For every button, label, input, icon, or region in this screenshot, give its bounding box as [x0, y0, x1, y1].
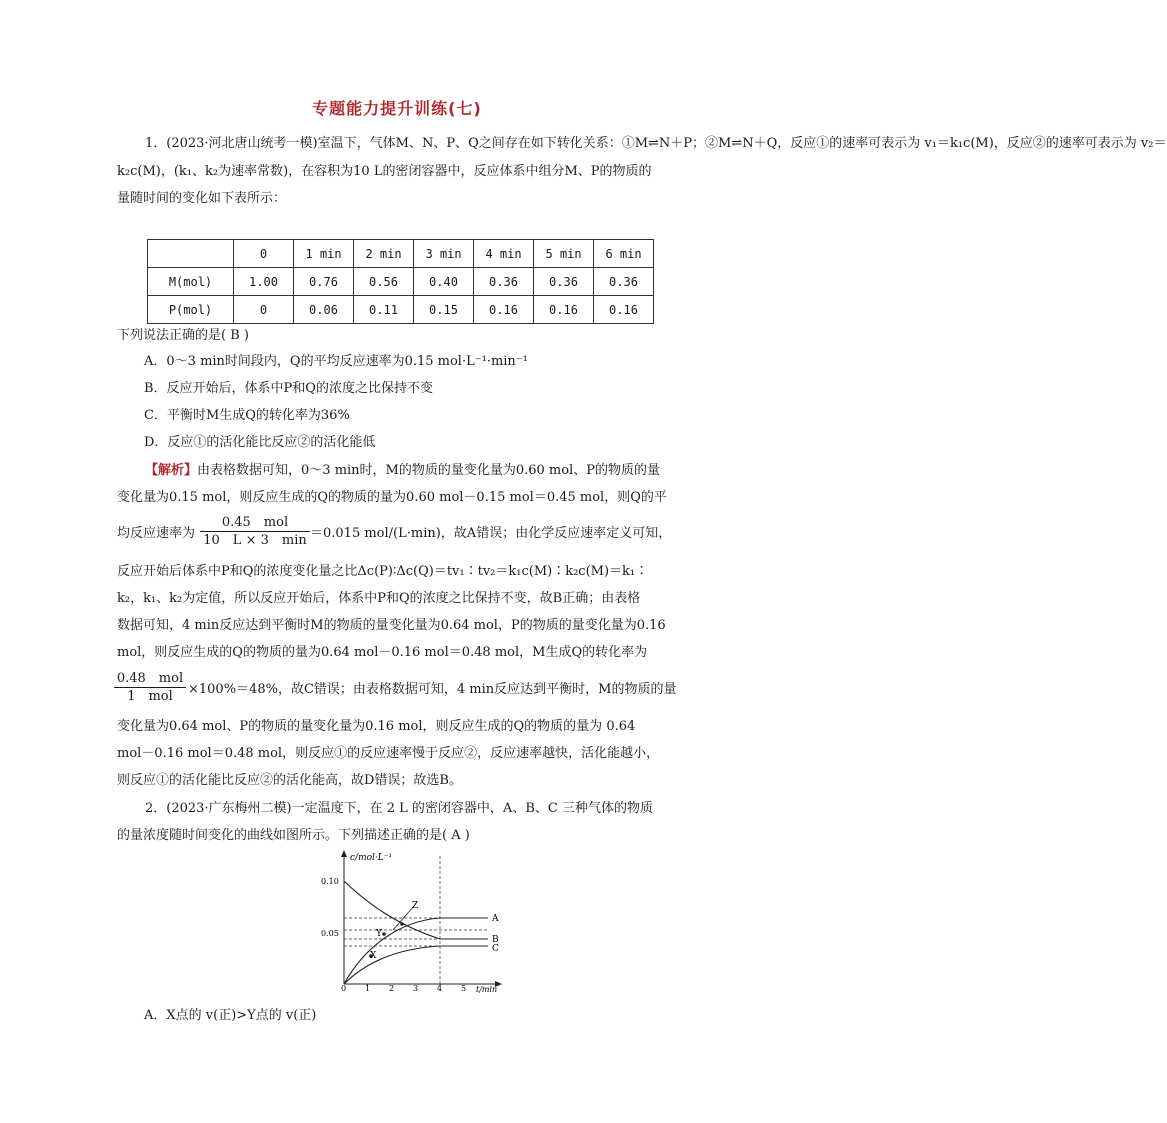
y-tick-label: 0.05 [321, 929, 339, 938]
analysis-line-3a: 均反应速率为 [117, 526, 196, 541]
table-cell: 0.16 [534, 296, 594, 324]
analysis-line-6: 数据可知，4 min反应达到平衡时M的物质的量变化量为0.64 mol，P的物质的量变化量为0.16 [117, 618, 666, 633]
table-cell: 0.40 [414, 268, 474, 296]
x-tick-label: 4 [437, 984, 443, 993]
fraction-denominator: 1 mol [127, 689, 173, 704]
table-cell: 3 min [414, 240, 474, 268]
table-cell: 5 min [534, 240, 594, 268]
table-cell: 1.00 [234, 268, 294, 296]
q1-line-1: 1．(2023·河北唐山统考一模)室温下，气体M、N、P、Q之间存在如下转化关系：①M⇌N＋P；②M⇌N＋Q，反应①的速率可表示为 v₁＝k₁c(M)，反应②的速率可表示为 v₂＝ [145, 136, 1167, 151]
q1-option-c: C．平衡时M生成Q的转化率为36% [144, 408, 350, 423]
analysis-line-3b: ＝0.015 mol/(L·min)，故A错误；由化学反应速率定义可知， [310, 526, 672, 541]
point-crossing [400, 922, 404, 926]
y-axis-label: c/mol·L⁻¹ [350, 853, 393, 863]
table-cell: 0.16 [474, 296, 534, 324]
x-tick-label: 2 [389, 984, 395, 993]
curve-label-b: B [492, 935, 499, 945]
table-header-row [148, 240, 654, 268]
analysis-line-8: ×100%＝48%，故C错误；由表格数据可知，4 min反应达到平衡时，M的物质的量 [188, 682, 677, 697]
table-cell: M(mol) [148, 268, 234, 296]
table-cell [148, 240, 234, 268]
x-tick-label: 0 [341, 984, 347, 993]
table-cell: 0.16 [594, 296, 654, 324]
curve-c [344, 946, 488, 984]
fraction-numerator: 0.48 mol [114, 670, 186, 688]
fraction-rate [200, 514, 310, 549]
q1-line-2: k₂c(M)，(k₁、k₂为速率常数)，在容积为10 L的密闭容器中，反应体系中组分M、P的物质的 [117, 164, 652, 179]
curve-a [344, 918, 488, 984]
q1-option-a: A．0～3 min时间段内，Q的平均反应速率为0.15 mol·L⁻¹·min⁻¹ [144, 354, 528, 369]
analysis-line-5: k₂，k₁、k₂为定值，所以反应开始后，体系中P和Q的浓度之比保持不变，故B正确；由表格 [117, 591, 641, 606]
point-label-z: Z [412, 901, 419, 911]
y-axis-arrow [341, 850, 347, 857]
analysis-line-4: 反应开始后体系中P和Q的浓度变化量之比Δc(P)∶Δc(Q)＝tv₁∶tv₂＝k₁c(M)∶k₂c(M)＝k₁∶ [117, 564, 649, 579]
table-cell: 0 [234, 240, 294, 268]
analysis-line-10: mol－0.16 mol＝0.48 mol，则反应①的反应速率慢于反应②，反应速率越快，活化能越小， [117, 746, 660, 761]
y-tick-label: 0.10 [321, 877, 339, 886]
analysis-text: 由表格数据可知，0～3 min时，M的物质的量变化量为0.60 mol、P的物质的量 [197, 463, 660, 478]
table-row [148, 268, 654, 296]
analysis-tag: 【解析】 [145, 463, 198, 478]
analysis-line-1 [145, 462, 660, 480]
q1-option-b: B．反应开始后，体系中P和Q的浓度之比保持不变 [144, 381, 433, 396]
x-tick-label: 1 [365, 984, 371, 993]
table-cell: 1 min [294, 240, 354, 268]
curve-label-c: C [492, 944, 499, 954]
q2-line-1: 2．(2023·广东梅州二模)一定温度下，在 2 L 的密闭容器中，A、B、C 三种气体的物质 [145, 801, 653, 816]
table-cell: 0.06 [294, 296, 354, 324]
fraction-denominator: 10 L × 3 min [203, 533, 307, 548]
analysis-line-11: 则反应①的活化能比反应②的活化能高，故D错误；故选B。 [117, 773, 462, 788]
q1-option-d: D．反应①的活化能比反应②的活化能低 [144, 435, 376, 450]
q1-stem: 下列说法正确的是( B ) [117, 328, 249, 343]
table-cell: 0.36 [594, 268, 654, 296]
q1-line-3: 量随时间的变化如下表所示： [117, 191, 287, 206]
curve-label-a: A [492, 914, 499, 924]
q2-line-2: 的量浓度随时间变化的曲线如图所示。下列描述正确的是( A ) [117, 828, 470, 843]
table-cell: 0.36 [534, 268, 594, 296]
table-cell: P(mol) [148, 296, 234, 324]
table-cell: 0.36 [474, 268, 534, 296]
point-y [382, 932, 386, 936]
table-cell: 6 min [594, 240, 654, 268]
table-cell: 0.76 [294, 268, 354, 296]
table-cell: 4 min [474, 240, 534, 268]
concentration-graph [310, 846, 510, 992]
x-axis-label: t/min [476, 985, 498, 994]
table-row [148, 296, 654, 324]
fraction-numerator: 0.45 mol [200, 514, 310, 532]
fraction-conversion [114, 670, 186, 705]
point-label-y: Y [376, 929, 382, 939]
page-title: 专题能力提升训练(七) [312, 99, 482, 118]
table-cell: 0.56 [354, 268, 414, 296]
x-tick-label: 5 [461, 984, 467, 993]
analysis-line-9: 变化量为0.64 mol、P的物质的量变化量为0.16 mol，则反应生成的Q的物质的量为 0.64 [117, 719, 636, 734]
data-table [147, 239, 654, 324]
analysis-line-7: mol，则反应生成的Q的物质的量为0.64 mol－0.16 mol＝0.48 mol，M生成Q的转化率为 [117, 645, 648, 660]
analysis-line-2: 变化量为0.15 mol，则反应生成的Q的物质的量为0.60 mol－0.15 mol＝0.45 mol，则Q的平 [117, 490, 667, 505]
point-label-x: X [370, 951, 377, 961]
table-cell: 0.11 [354, 296, 414, 324]
table-cell: 2 min [354, 240, 414, 268]
table-cell: 0 [234, 296, 294, 324]
q2-option-a: A．X点的 v(正)>Y点的 v(正) [144, 1008, 317, 1023]
table-cell: 0.15 [414, 296, 474, 324]
x-tick-label: 3 [413, 984, 419, 993]
